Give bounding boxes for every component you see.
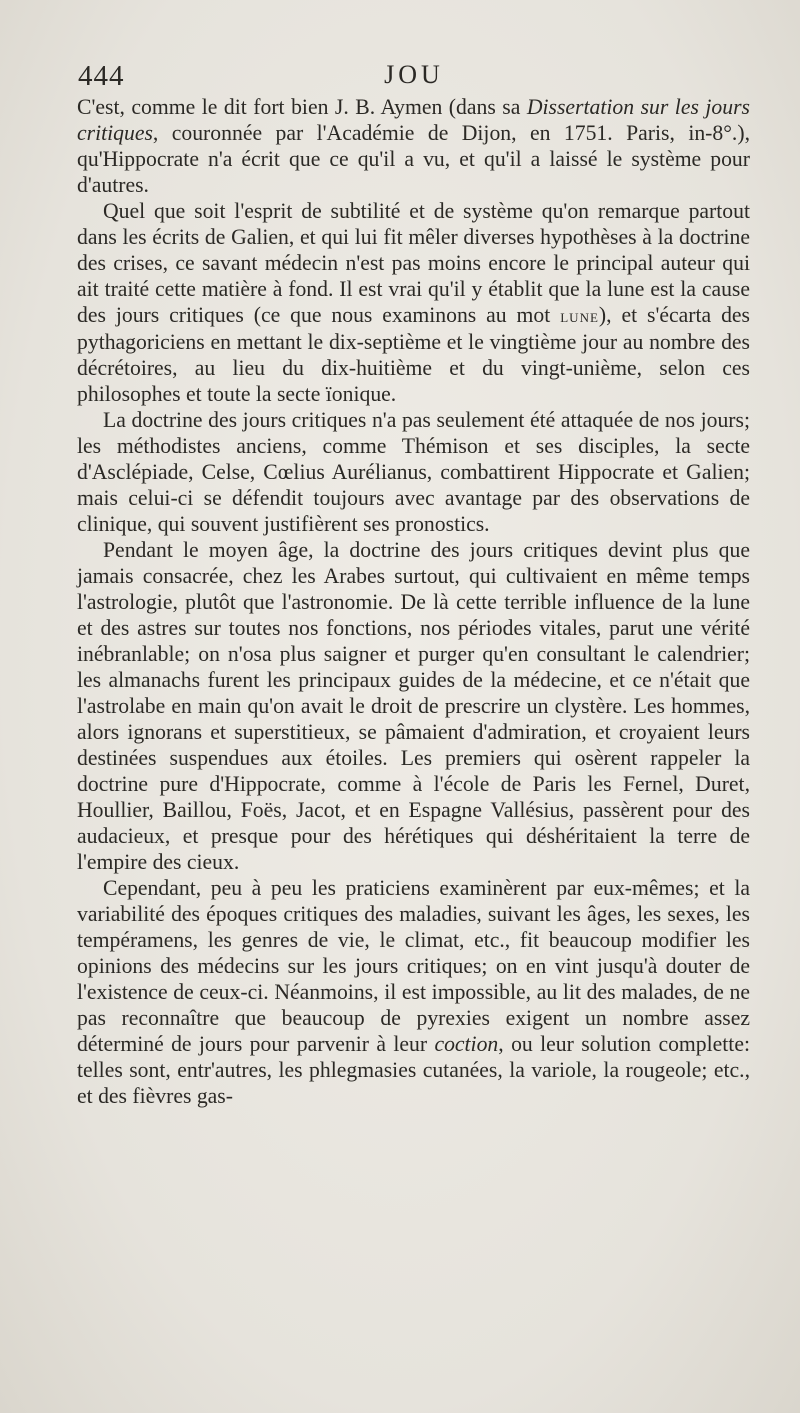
- paragraph: [77, 198, 750, 407]
- paragraph: [77, 94, 750, 198]
- text-segment: C'est, comme le dit fort bien J. B. Aymen (dans sa: [77, 95, 527, 119]
- running-head: JOU: [384, 60, 444, 89]
- cross-reference: lune: [560, 306, 599, 326]
- text-segment: La doctrine des jours critiques n'a pas seulement été attaquée de nos jours; les méthodistes anciens, comme Thémison et ses disciples, la secte d'Asclépiade, Celse, Cœlius Aurélianus, combattirent Hippocrate et Galien; mais celui-ci se défendit toujours avec avantage par des observations de clinique, qui souvent justifièrent ses pronostics.: [77, 408, 750, 536]
- page-header: [78, 60, 750, 96]
- text-segment: ), et s'écarta des pythagoriciens en mettant le dix-septième et le vingtième jour au nombre des décrétoires, au lieu du dix-huitième et du vingt-unième, selon ces philosophes et toute la secte ïonique.: [77, 303, 750, 406]
- paragraph: [77, 407, 750, 537]
- page-number: 444: [78, 60, 125, 92]
- text-segment: , ou leur solution complette: telles sont, entr'autres, les phlegmasies cutanées, la variole, la rougeole; etc., et des fièvres gas-: [77, 1032, 750, 1108]
- italic-term: coction: [434, 1032, 499, 1056]
- body-text: [77, 94, 750, 1109]
- paragraph: [77, 875, 750, 1109]
- text-segment: Quel que soit l'esprit de subtilité et de système qu'on remarque partout dans les écrits de Galien, et qui lui fit mêler diverses hypothèses à la doctrine des crises, ce savant médecin n'est pas moins encore le principal auteur qui ait traité cette matière à fond. Il est vrai qu'il y établit que la lune est la cause des jours critiques (ce que nous examinons au mot: [77, 199, 750, 327]
- paragraph: [77, 537, 750, 875]
- italic-title: Dissertation sur les jours critiques: [77, 95, 750, 145]
- text-segment: Cependant, peu à peu les praticiens examinèrent par eux-mêmes; et la variabilité des époques critiques des maladies, suivant les âges, les sexes, les tempéramens, les genres de vie, le climat, etc., fit beaucoup modifier les opinions des médecins sur les jours critiques; on en vint jusqu'à douter de l'existence de ceux-ci. Néanmoins, il est impossible, au lit des malades, de ne pas reconnaître que beaucoup de pyrexies exigent un nombre assez déterminé de jours pour parvenir à leur: [77, 876, 750, 1056]
- text-segment: Pendant le moyen âge, la doctrine des jours critiques devint plus que jamais consacrée, chez les Arabes surtout, qui cultivaient en même temps l'astrologie, plutôt que l'astronomie. De là cette terrible influence de la lune et des astres sur toutes nos fonctions, nos périodes vitales, parut une vérité inébranlable; on n'osa plus saigner et purger qu'en consultant le calendrier; les almanachs furent les principaux guides de la médecine, et ce n'était que l'astrolabe en main qu'on avait le droit de prescrire un clystère. Les hommes, alors ignorans et superstitieux, se pâmaient d'admiration, et croyaient leurs destinées suspendues aux étoiles. Les premiers qui osèrent rappeler la doctrine pure d'Hippocrate, comme à l'école de Paris les Fernel, Duret, Houllier, Baillou, Foës, Jacot, et en Espagne Vallésius, passèrent pour des audacieux, et presque pour des hérétiques qui déshéritaient la terre de l'empire des cieux.: [77, 538, 750, 874]
- text-segment: , couronnée par l'Académie de Dijon, en 1751. Paris, in-8°.), qu'Hippocrate n'a écrit que ce qu'il a vu, et qu'il a laissé le système pour d'autres.: [77, 121, 750, 197]
